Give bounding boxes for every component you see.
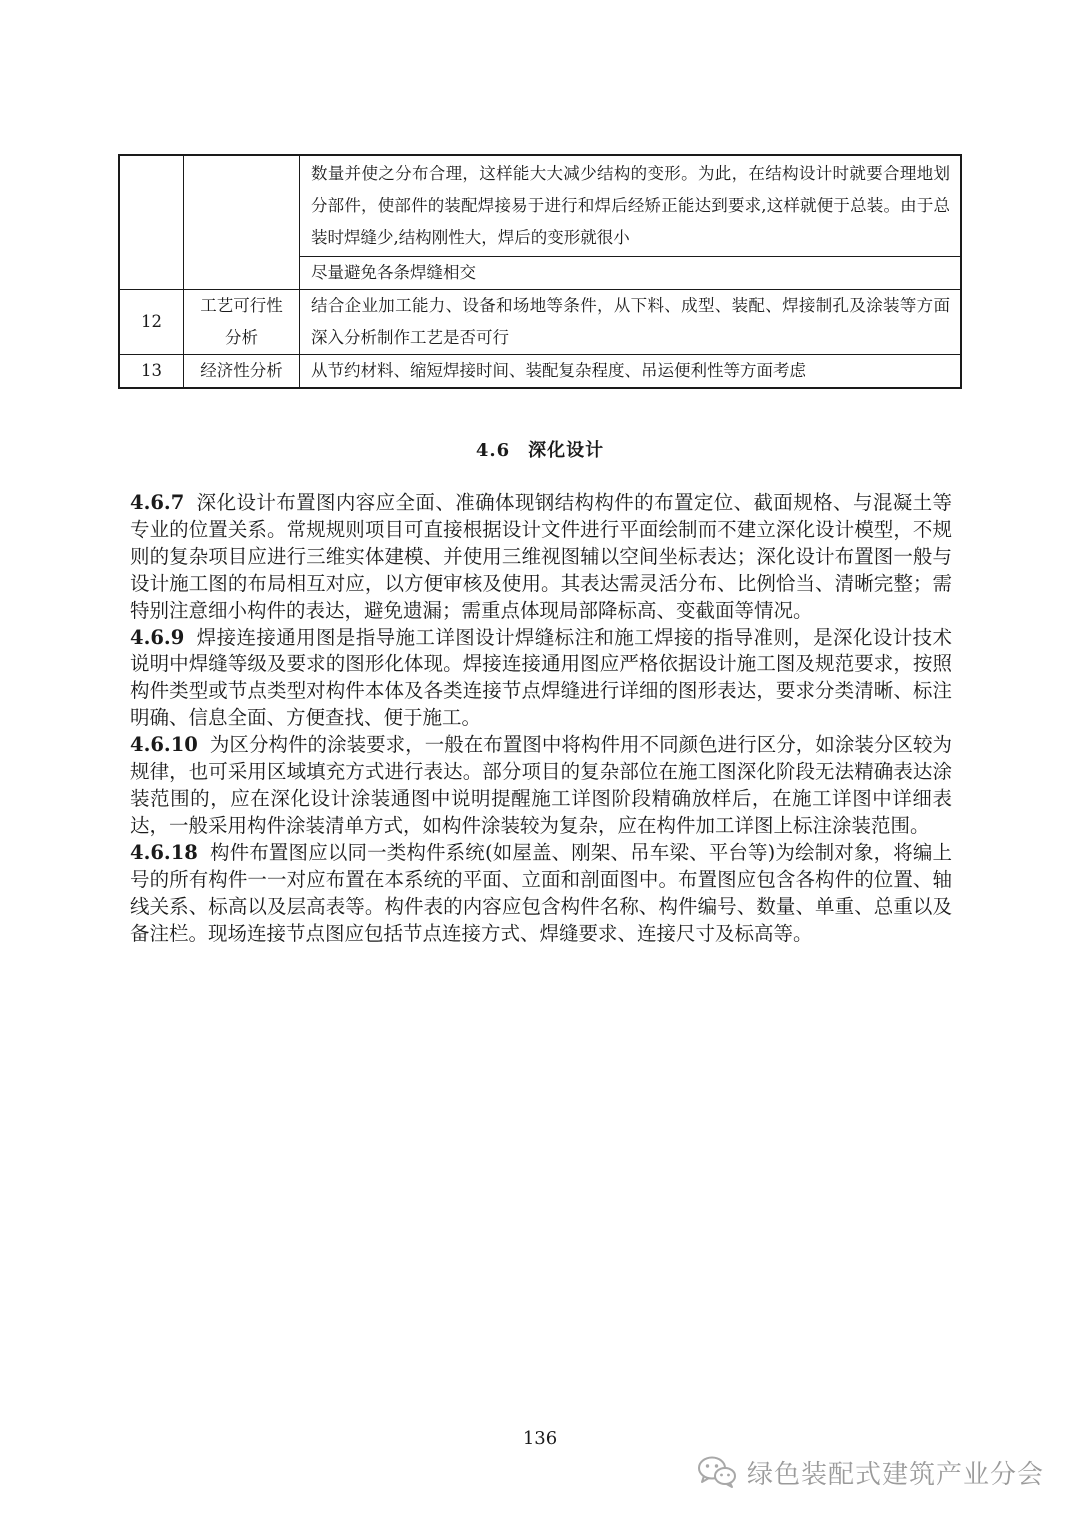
row-description-cell: 结合企业加工能力、设备和场地等条件，从下料、成型、装配、焊接制孔及涂装等方面深入分析制作工艺是否可行 [300, 290, 962, 355]
clause-text: 焊接连接通用图是指导施工详图设计焊缝标注和施工焊接的指导准则，是深化设计技术说明中焊缝等级及要求的图形化体现。焊接连接通用图应严格依据设计施工图及规范要求，按照构件类型或节点类型对构件本体及各类连接节点焊缝进行详细的图形表达，要求分类清晰、标注明确、信息全面、方便查找、便于施工。 [130, 625, 952, 730]
row-item-cell [184, 155, 300, 290]
section-number: 4.6 [475, 440, 511, 461]
clause-number: 4.6.10 [130, 733, 198, 757]
clause-number: 4.6.7 [130, 491, 185, 514]
table-row [119, 290, 961, 355]
section-heading [0, 436, 1080, 462]
requirements-table [118, 154, 962, 389]
row-item-cell: 工艺可行性分析 [184, 290, 300, 355]
clause-text: 深化设计布置图内容应全面、准确体现钢结构构件的布置定位、截面规格、与混凝土等专业的位置关系。常规规则项目可直接根据设计文件进行平面绘制而不建立深化设计模型，不规则的复杂项目应进行三维实体建模、并使用三维视图辅以空间坐标表达；深化设计布置图一般与设计施工图的布局相互对应，以方便审核及使用。其表达需灵活分布、比例恰当、清晰完整；需特别注意细小构件的表达，避免遗漏；需重点体现局部降标高、变截面等情况。 [130, 491, 952, 622]
clause-text: 为区分构件的涂装要求，一般在布置图中将构件用不同颜色进行区分，如涂装分区较为规律，也可采用区域填充方式进行表达。部分项目的复杂部位在施工图深化阶段无法精确表达涂装范围的，应在深化设计涂装通图中说明提醒施工详图阶段精确放样后，在施工详图中详细表达，一般采用构件涂装清单方式，如构件涂装较为复杂，应在构件加工详图上标注涂装范围。 [130, 733, 952, 837]
row-number-cell: 13 [119, 355, 184, 389]
row-description-cell: 数量并使之分布合理，这样能大大减少结构的变形。为此，在结构设计时就要合理地划分部件，使部件的装配焊接易于进行和焊后经矫正能达到要求,这样就便于总装。由于总装时焊缝少,结构刚性大，焊后的变形就很小 [300, 155, 962, 257]
table-row [119, 355, 961, 389]
watermark [697, 1452, 1044, 1492]
clause-paragraph [130, 490, 952, 625]
table-row [119, 155, 961, 257]
row-number-cell: 12 [119, 290, 184, 355]
body-text [130, 490, 952, 947]
section-title: 深化设计 [528, 440, 605, 461]
watermark-text: 绿色装配式建筑产业分会 [746, 1459, 1044, 1490]
row-item-cell: 经济性分析 [184, 355, 300, 389]
row-description-cell: 从节约材料、缩短焊接时间、装配复杂程度、吊运便利性等方面考虑 [300, 355, 962, 389]
clause-number: 4.6.9 [130, 625, 185, 649]
wechat-icon [697, 1455, 737, 1489]
clause-paragraph [130, 732, 952, 840]
page-number: 136 [522, 1428, 558, 1449]
clause-number: 4.6.18 [130, 840, 198, 864]
clause-paragraph [130, 840, 952, 948]
clause-text: 构件布置图应以同一类构件系统(如屋盖、刚架、吊车梁、平台等)为绘制对象，将编上号的所有构件一一对应布置在本系统的平面、立面和剖面图中。布置图应包含各构件的位置、轴线关系、标高以及层高表等。构件表的内容应包含构件名称、构件编号、数量、单重、总重以及备注栏。现场连接节点图应包括节点连接方式、焊缝要求、连接尺寸及标高等。 [130, 840, 952, 945]
clause-paragraph [130, 625, 952, 733]
row-number-cell [119, 155, 184, 290]
row-description-cell: 尽量避免各条焊缝相交 [300, 257, 962, 290]
